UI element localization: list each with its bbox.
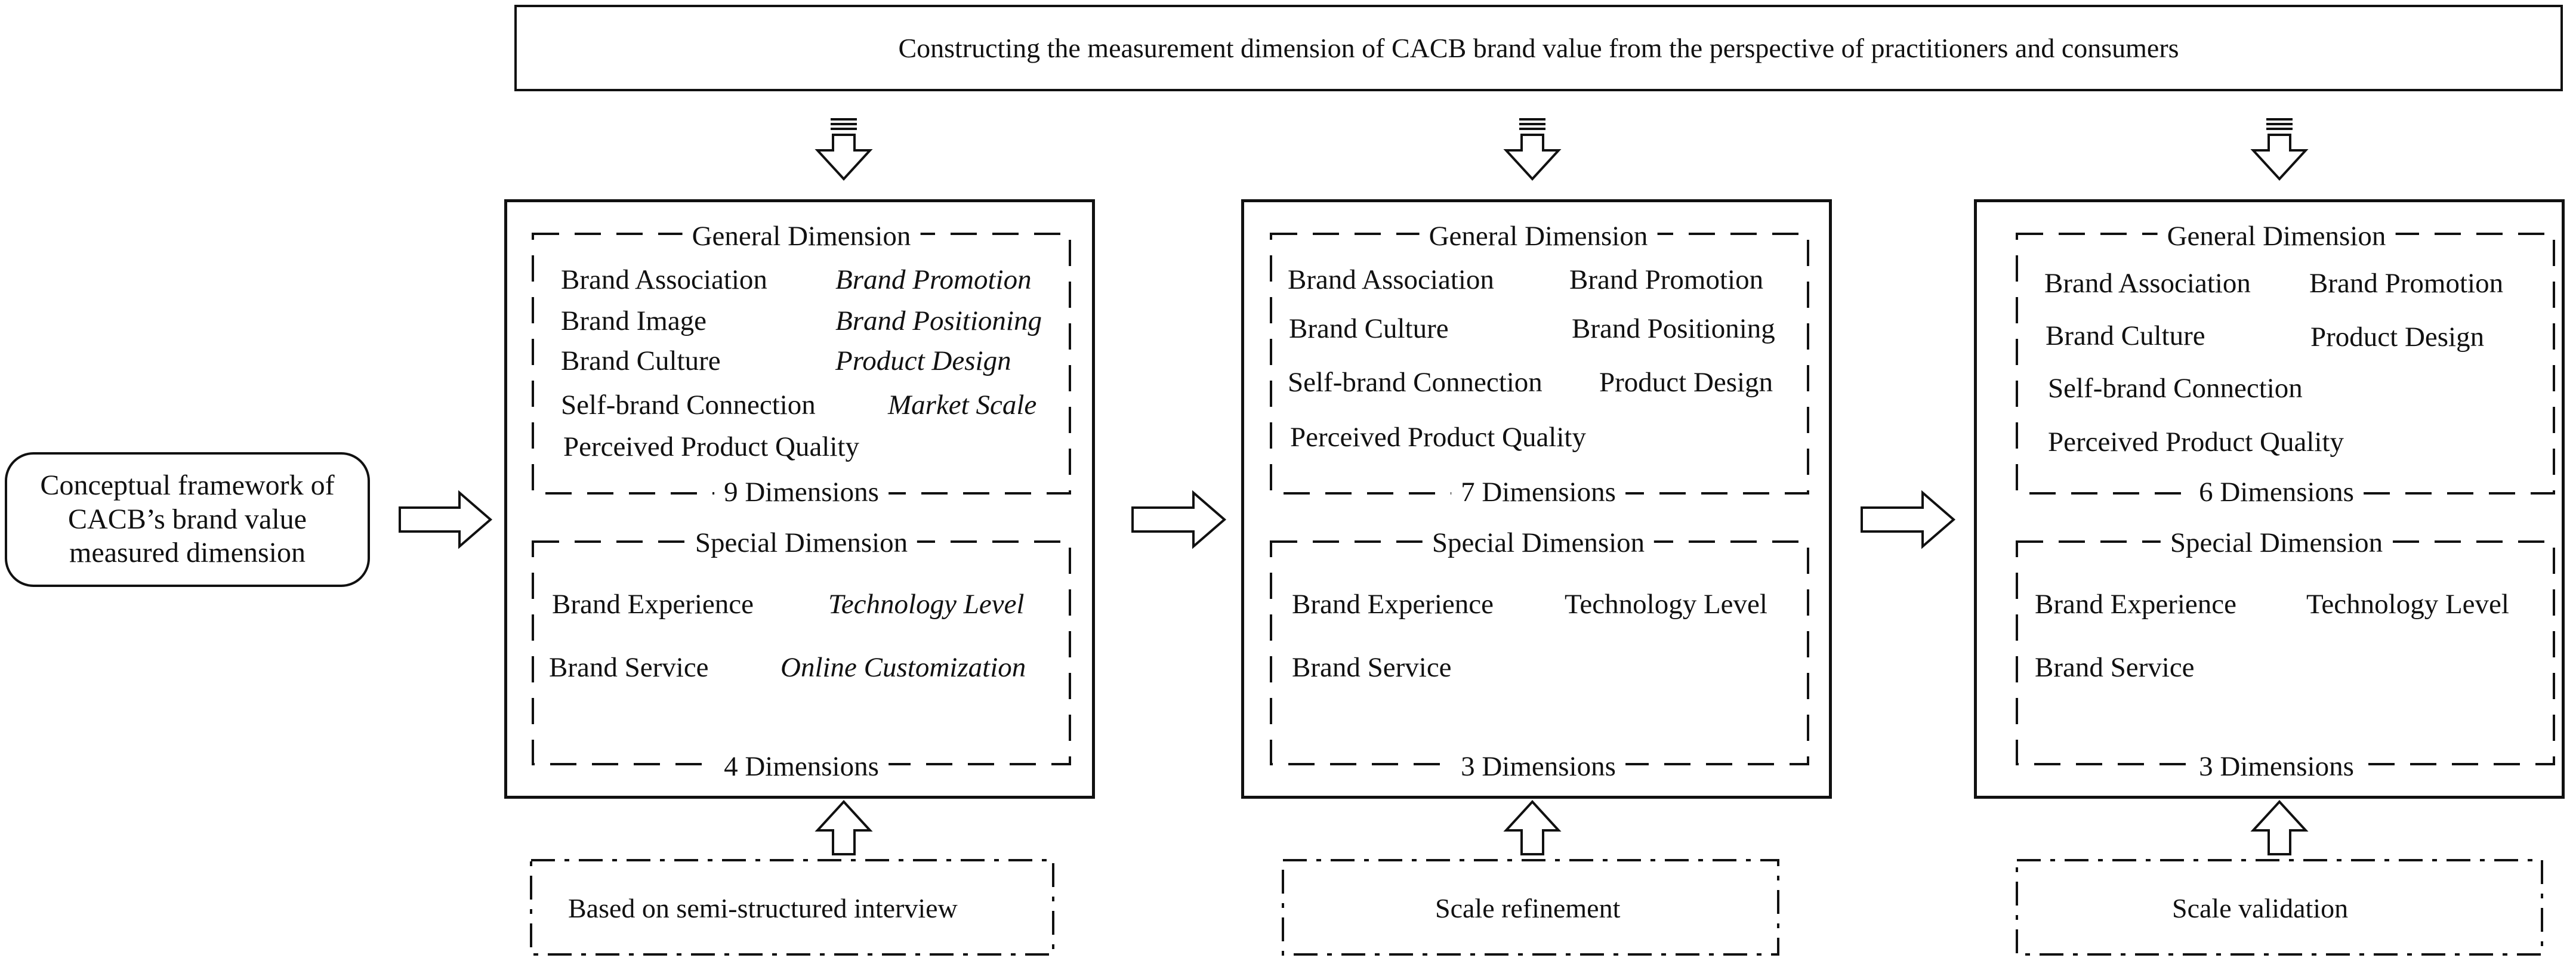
- basis-label-scale-refinement: Scale refinement: [1435, 893, 1621, 923]
- special-item: Brand Service: [1292, 652, 1452, 683]
- basis-label-semi-structured-interview: Based on semi-structured interview: [568, 893, 958, 923]
- conceptual-framework-box: [5, 452, 370, 587]
- main-title-box: [514, 5, 2563, 91]
- special-item: Technology Level: [2306, 589, 2509, 620]
- general-dimension-count: 6 Dimensions: [2189, 478, 2364, 506]
- special-item: Brand Experience: [552, 589, 754, 620]
- general-dimension-header: General Dimension: [1420, 223, 1658, 251]
- up-arrow-3: [2253, 802, 2306, 854]
- general-item: Product Design: [1599, 367, 1773, 398]
- up-arrow-1: [817, 802, 870, 854]
- general-item: Brand Positioning: [835, 305, 1042, 336]
- conceptual-framework-label: Conceptual framework of CACB’s brand value measured dimension: [40, 469, 335, 569]
- main-title: Constructing the measurement dimension of CACB brand value from the perspective of practitioners and consumers: [898, 33, 2179, 63]
- special-item: Technology Level: [828, 589, 1025, 620]
- special-item: Brand Experience: [1292, 589, 1494, 620]
- general-item: Perceived Product Quality: [563, 431, 859, 462]
- down-arrow-3: [2253, 119, 2306, 179]
- special-dimension-header: Special Dimension: [2161, 529, 2392, 557]
- general-item: Product Design: [835, 345, 1011, 376]
- right-arrow-2: [1133, 493, 1224, 546]
- special-dimension-count: 3 Dimensions: [2189, 753, 2364, 781]
- special-item: Online Customization: [780, 652, 1026, 683]
- general-item: Self-brand Connection: [561, 390, 816, 421]
- special-item: Technology Level: [1565, 589, 1767, 620]
- basis-label-scale-validation: Scale validation: [2172, 893, 2349, 923]
- special-dimension-header: Special Dimension: [686, 529, 917, 557]
- general-item: Self-brand Connection: [1288, 367, 1542, 398]
- special-item: Brand Service: [2035, 652, 2195, 683]
- general-item: Brand Positioning: [1572, 313, 1775, 344]
- general-item: Perceived Product Quality: [1290, 422, 1586, 453]
- up-arrow-2: [1506, 802, 1559, 854]
- general-item: Brand Association: [561, 264, 767, 295]
- general-item: Brand Image: [561, 305, 707, 336]
- general-dimension-count: 7 Dimensions: [1451, 478, 1625, 506]
- general-dimension-header: General Dimension: [683, 223, 921, 251]
- general-item: Brand Promotion: [1569, 264, 1764, 295]
- general-dimension-header: General Dimension: [2158, 223, 2396, 251]
- special-dimension-count: 3 Dimensions: [1451, 753, 1625, 781]
- general-item: Brand Association: [2044, 268, 2251, 299]
- special-dimension-count: 4 Dimensions: [714, 753, 889, 781]
- general-item: Brand Association: [1288, 264, 1494, 295]
- general-item: Brand Culture: [2046, 320, 2205, 351]
- general-dimension-count: 9 Dimensions: [714, 478, 889, 506]
- general-item: Product Design: [2310, 322, 2485, 353]
- general-item: Perceived Product Quality: [2048, 427, 2344, 458]
- right-arrow-3: [1862, 493, 1954, 546]
- special-dimension-header: Special Dimension: [1423, 529, 1654, 557]
- general-item: Brand Culture: [1289, 313, 1449, 344]
- general-item: Brand Culture: [561, 345, 721, 376]
- special-item: Brand Experience: [2035, 589, 2236, 620]
- down-arrow-1: [817, 119, 870, 179]
- down-arrow-2: [1506, 119, 1559, 179]
- general-item: Brand Promotion: [2309, 268, 2504, 299]
- general-item: Market Scale: [888, 390, 1037, 421]
- special-item: Brand Service: [549, 652, 709, 683]
- right-arrow-1: [400, 493, 490, 546]
- general-item: Brand Promotion: [835, 264, 1032, 295]
- general-item: Self-brand Connection: [2048, 373, 2303, 404]
